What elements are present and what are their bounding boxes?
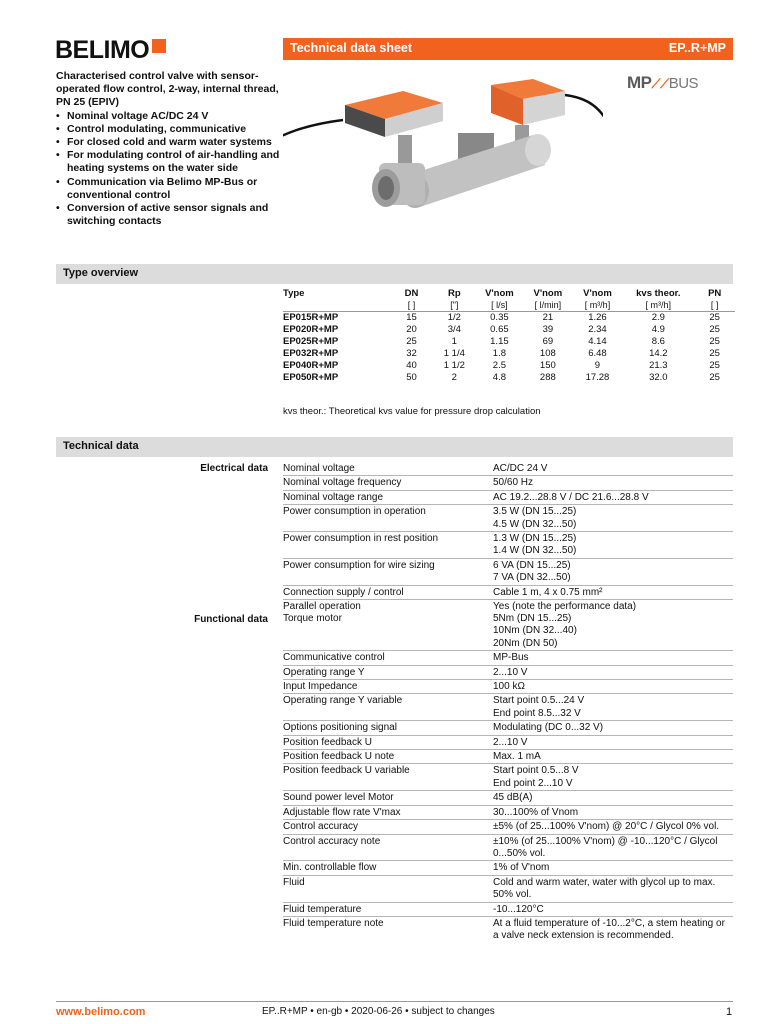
spec-label: Options positioning signal	[283, 722, 397, 734]
logo-mark-icon	[152, 39, 166, 53]
value-cell: 2.5	[492, 360, 506, 371]
product-intro	[56, 70, 286, 228]
value-cell: 4.14	[588, 336, 607, 347]
spec-value-line: Yes (note the performance data)	[493, 601, 637, 613]
spec-label: Parallel operation	[283, 601, 361, 613]
value-cell: 1	[451, 336, 457, 347]
functional-data-list	[283, 612, 733, 943]
value-cell: 25	[709, 324, 720, 335]
spec-label: Position feedback U	[283, 736, 372, 748]
functional-data-label: Functional data	[194, 614, 268, 625]
spec-value-line: AC 19.2...28.8 V / DC 21.6...28.8 V	[493, 491, 649, 503]
spec-label: Operating range Y	[283, 666, 365, 678]
value-cell: 1 1/4	[443, 348, 465, 359]
spec-row	[283, 558, 733, 585]
spec-row	[283, 720, 733, 734]
spec-value	[493, 652, 733, 664]
table-header-row	[283, 287, 735, 299]
spec-value-line: Max. 1 mA	[493, 751, 541, 763]
spec-row	[283, 805, 733, 819]
spec-label: Power consumption for wire sizing	[283, 559, 435, 571]
spec-row	[283, 679, 733, 693]
spec-value-line: End point 8.5...32 V	[493, 707, 581, 719]
col-header: DN	[404, 287, 419, 299]
product-description: Characterised control valve with sensor-operated flow control, 2-way, internal thread, PN 25 (EPIV)	[56, 70, 279, 109]
spec-value	[493, 792, 733, 804]
unit-cell: [ m³/h]	[645, 300, 672, 310]
mp-bus-logo	[627, 73, 698, 93]
spec-value	[493, 751, 733, 763]
kvs-note: kvs theor.: Theoretical kvs value for pressure drop calculation	[283, 406, 541, 417]
value-cell: 25	[709, 360, 720, 371]
document-type: Technical data sheet	[290, 41, 413, 55]
spec-value	[493, 560, 733, 585]
mpbus-logo-bus: BUS	[668, 75, 699, 92]
spec-value-line: 30...100% of Vnom	[493, 806, 579, 818]
value-cell: 21	[523, 312, 573, 325]
type-cell: EP025R+MP	[283, 336, 339, 347]
col-header: V'nom	[583, 287, 612, 299]
value-cell: 50	[406, 372, 417, 383]
unit-cell: ["]	[450, 300, 459, 310]
footer-divider	[56, 1001, 733, 1002]
value-cell: 1/2	[433, 312, 476, 325]
spec-value	[493, 722, 733, 734]
table-row	[283, 360, 735, 372]
spec-row	[283, 462, 733, 475]
spec-row	[283, 490, 733, 504]
spec-label: Min. controllable flow	[283, 862, 377, 874]
spec-value	[493, 877, 733, 902]
electrical-data-label: Electrical data	[200, 463, 268, 474]
spec-row	[283, 902, 733, 916]
spec-value-line: Cable 1 m, 4 x 0.75 mm²	[493, 586, 603, 598]
spec-value	[493, 836, 733, 861]
spec-value-line: 50/60 Hz	[493, 477, 534, 489]
spec-value	[493, 862, 733, 874]
spec-value-line: 45 dB(A)	[493, 792, 533, 804]
spec-value-line: 5Nm (DN 15...25)	[493, 613, 572, 624]
spec-value-line: Start point 0.5...8 V	[493, 765, 579, 777]
value-cell: 0.65	[490, 324, 509, 335]
spec-value	[493, 918, 733, 943]
value-cell: 4.8	[492, 372, 506, 383]
type-cell: EP015R+MP	[283, 312, 390, 325]
spec-value-line: 2...10 V	[493, 736, 528, 748]
spec-label: Control accuracy note	[283, 835, 381, 847]
spec-value	[493, 695, 733, 720]
value-cell: 21.3	[649, 360, 668, 371]
section-technical-data	[56, 437, 733, 457]
spec-value-line: 2...10 V	[493, 666, 528, 678]
spec-value-line: ±5% (of 25...100% V'nom) @ 20°C / Glycol 0% vol.	[493, 821, 720, 833]
spec-row	[283, 916, 733, 943]
col-header: kvs theor.	[636, 287, 681, 299]
value-cell: 8.6	[651, 336, 665, 347]
value-cell: 25	[709, 336, 720, 347]
spec-label: Operating range Y variable	[283, 695, 403, 707]
electrical-data-list	[283, 462, 733, 613]
document-info: EP..R+MP • en-gb • 2020-06-26 • subject to changes	[262, 1006, 495, 1017]
feature-item: • Communication via Belimo MP-Bus or conventional control	[56, 176, 286, 202]
spec-value-line: 6 VA (DN 15...25)	[493, 559, 571, 571]
col-header: V'nom	[485, 287, 514, 299]
unit-cell: [ m³/h]	[584, 300, 611, 310]
spec-row	[283, 665, 733, 679]
spec-row	[283, 475, 733, 489]
type-cell: EP032R+MP	[283, 348, 339, 359]
value-cell: 15	[390, 312, 433, 325]
spec-value-line: 100 kΩ	[493, 681, 525, 693]
spec-value	[493, 904, 733, 916]
mpbus-logo-mp: MP	[627, 73, 652, 92]
spec-value-line: 7 VA (DN 32...50)	[493, 572, 571, 584]
value-cell: 25	[406, 336, 417, 347]
spec-row	[283, 860, 733, 874]
spec-row	[283, 650, 733, 664]
value-cell: 150	[539, 360, 556, 371]
spec-value	[493, 667, 733, 679]
spec-value-line: 4.5 W (DN 32...50)	[493, 518, 577, 530]
value-cell: 20	[406, 324, 417, 335]
spec-value	[493, 477, 733, 489]
value-cell: 2.34	[588, 324, 607, 335]
spec-row	[283, 790, 733, 804]
product-code: EP..R+MP	[668, 41, 726, 55]
value-cell: 69	[542, 336, 554, 347]
value-cell: 2.9	[622, 312, 694, 325]
spec-label: Nominal voltage frequency	[283, 477, 402, 489]
spec-label: Communicative control	[283, 652, 385, 664]
spec-value-line: AC/DC 24 V	[493, 463, 548, 474]
type-cell: EP050R+MP	[283, 372, 339, 383]
feature-list	[56, 110, 286, 229]
feature-item: • For closed cold and warm water systems	[56, 136, 286, 149]
value-cell: 32.0	[649, 372, 668, 383]
spec-value	[493, 463, 733, 475]
valve-product-image	[283, 75, 603, 260]
unit-cell: [ l/min]	[534, 300, 562, 310]
value-cell: 1 1/2	[443, 360, 465, 371]
section-type-overview	[56, 264, 733, 284]
unit-cell: [ ]	[407, 300, 416, 310]
spec-label: Position feedback U variable	[283, 765, 410, 777]
website-link[interactable]: www.belimo.com	[56, 1006, 146, 1018]
spec-value	[493, 506, 733, 531]
spec-row	[283, 612, 733, 650]
spec-value-line: 3.5 W (DN 15...25)	[493, 506, 577, 518]
spec-label: Sound power level Motor	[283, 792, 394, 804]
spec-value	[493, 613, 733, 650]
feature-item: • Control modulating, communicative	[56, 123, 286, 136]
spec-value-line: -10...120°C	[493, 903, 544, 915]
belimo-logo	[55, 36, 166, 65]
value-cell: 2	[451, 372, 457, 383]
value-cell: 9	[594, 360, 601, 371]
value-cell: 4.9	[651, 324, 665, 335]
value-cell: 25	[709, 372, 720, 383]
brand-name: BELIMO	[55, 36, 150, 64]
col-header: Type	[283, 287, 305, 299]
spec-label: Nominal voltage range	[283, 491, 384, 503]
value-cell: 1.8	[492, 348, 506, 359]
spec-label: Power consumption in operation	[283, 506, 426, 518]
spec-value-line: Cold and warm water, water with glycol up to max. 50% vol.	[493, 876, 716, 901]
spec-row	[283, 531, 733, 558]
section-title: Technical data	[63, 440, 139, 452]
type-overview-table	[283, 287, 735, 384]
section-title: Type overview	[63, 267, 138, 279]
table-row	[283, 312, 735, 325]
unit-cell	[283, 299, 390, 312]
spec-row	[283, 834, 733, 861]
page-number: 1	[726, 1006, 733, 1018]
spec-label: Fluid	[283, 876, 305, 888]
spec-value	[493, 821, 733, 833]
col-header: Rp	[447, 287, 461, 299]
spec-row	[283, 875, 733, 902]
spec-value-line: End point 2...10 V	[493, 777, 573, 789]
spec-value	[493, 765, 733, 790]
spec-row	[283, 763, 733, 790]
value-cell: 39	[542, 324, 554, 335]
feature-item: • Conversion of active sensor signals and switching contacts	[56, 202, 286, 228]
value-cell: 1.15	[490, 336, 509, 347]
value-cell: 17.28	[585, 372, 610, 383]
table-row	[283, 348, 735, 360]
table-units-row	[283, 299, 735, 312]
spec-label: Input Impedance	[283, 681, 358, 693]
spec-label: Fluid temperature note	[283, 917, 384, 929]
value-cell: 25	[709, 348, 720, 359]
spec-value-line: MP-Bus	[493, 652, 529, 664]
value-cell: 14.2	[649, 348, 668, 359]
spec-label: Power consumption in rest position	[283, 533, 439, 545]
type-cell: EP040R+MP	[283, 360, 339, 371]
table-row	[283, 336, 735, 348]
spec-label: Control accuracy	[283, 821, 359, 833]
mpbus-arrow-icon: ⟋⟋	[651, 76, 669, 91]
unit-cell: [ l/s]	[491, 300, 508, 310]
feature-item: • For modulating control of air-handling and heating systems on the water side	[56, 149, 286, 175]
spec-row	[283, 819, 733, 833]
spec-value-line: 1.3 W (DN 15...25)	[493, 533, 577, 545]
spec-value-line: Start point 0.5...24 V	[493, 695, 585, 707]
value-cell: 3/4	[447, 324, 461, 335]
spec-value	[493, 681, 733, 693]
spec-value-line: 10Nm (DN 32...40)	[493, 625, 577, 637]
spec-row	[283, 749, 733, 763]
value-cell: 25	[694, 312, 735, 325]
spec-label: Torque motor	[283, 613, 342, 624]
col-header: PN	[708, 287, 722, 299]
value-cell: 40	[406, 360, 417, 371]
type-cell: EP020R+MP	[283, 324, 339, 335]
spec-row	[283, 585, 733, 599]
value-cell: 1.26	[573, 312, 623, 325]
table-row	[283, 372, 735, 384]
spec-label: Connection supply / control	[283, 586, 404, 598]
value-cell: 6.48	[588, 348, 607, 359]
spec-label: Position feedback U note	[283, 751, 395, 763]
spec-value-line: 1% of V'nom	[493, 862, 550, 874]
value-cell: 108	[539, 348, 556, 359]
unit-cell: [ ]	[710, 300, 719, 310]
spec-row	[283, 693, 733, 720]
spec-value	[493, 587, 733, 599]
spec-value	[493, 533, 733, 558]
spec-value-line: ±10% (of 25...100% V'nom) @ -10...120°C / Glycol 0...50% vol.	[493, 835, 718, 859]
spec-label: Nominal voltage	[283, 463, 355, 474]
col-header: V'nom	[533, 287, 563, 299]
spec-value-line: At a fluid temperature of -10...2°C, a stem heating or a valve neck extension is recommended.	[493, 917, 725, 942]
value-cell: 288	[539, 372, 556, 383]
value-cell: 0.35	[476, 312, 523, 325]
spec-label: Adjustable flow rate V'max	[283, 806, 401, 818]
spec-value	[493, 737, 733, 749]
spec-row	[283, 504, 733, 531]
spec-label: Fluid temperature	[283, 903, 362, 915]
feature-item: • Nominal voltage AC/DC 24 V	[56, 110, 286, 123]
spec-value-line: 1.4 W (DN 32...50)	[493, 545, 577, 557]
table-row	[283, 324, 735, 336]
spec-value-line: 20Nm (DN 50)	[493, 637, 558, 649]
value-cell: 32	[406, 348, 417, 359]
spec-value	[493, 492, 733, 504]
spec-value	[493, 807, 733, 819]
spec-row	[283, 735, 733, 749]
spec-value-line: Modulating (DC 0...32 V)	[493, 722, 604, 734]
header-bar	[283, 38, 733, 60]
